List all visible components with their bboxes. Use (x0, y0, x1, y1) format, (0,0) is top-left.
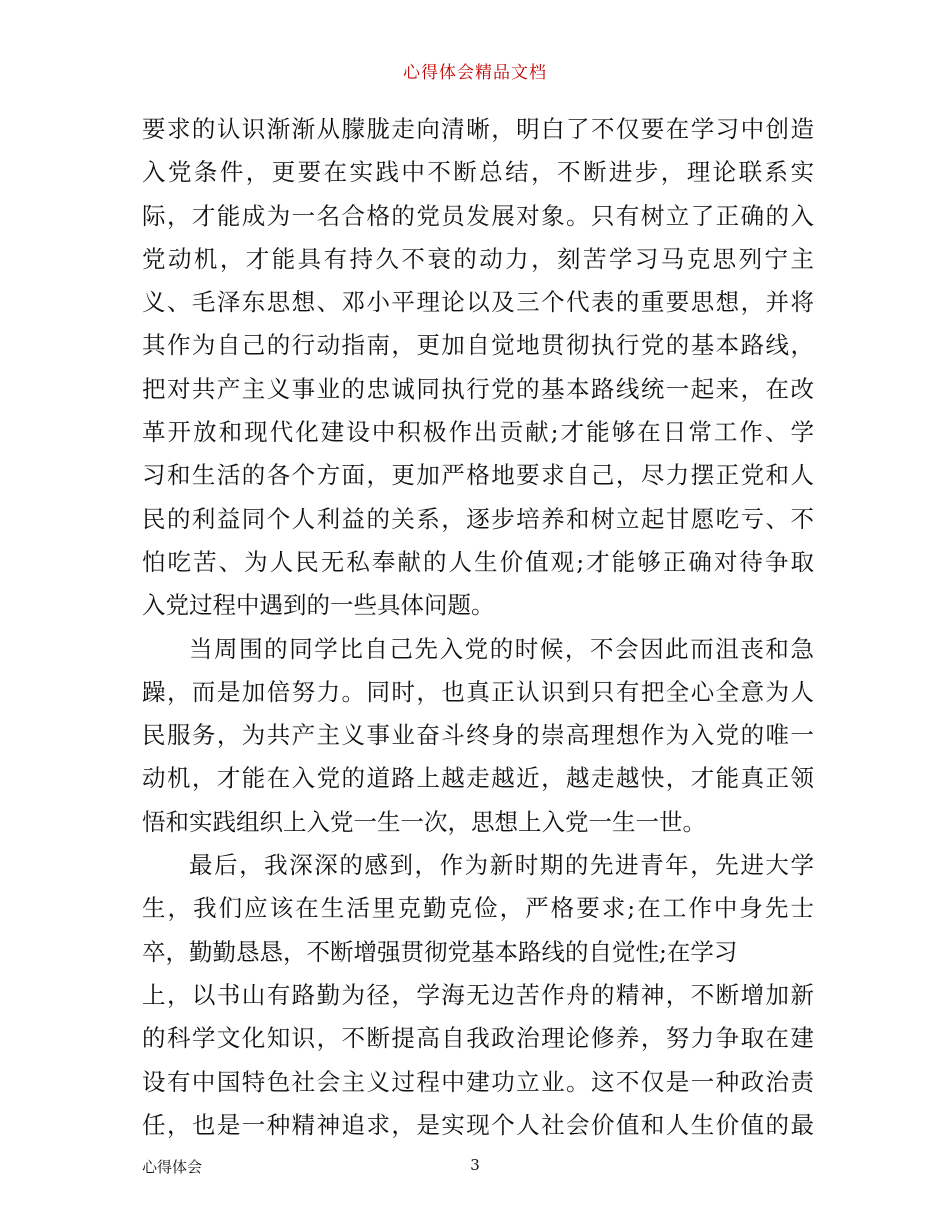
text-line: 把对共产主义事业的忠诚同执行党的基本路线统一起来，在改 (142, 374, 814, 403)
text-line: 革开放和现代化建设中积极作出贡献;才能够在日常工作、学 (142, 418, 814, 447)
text-line: 的科学文化知识，不断提高自我政治理论修养，努力争取在建 (142, 1024, 814, 1053)
text-line: 民服务，为共产主义事业奋斗终身的崇高理想作为入党的唯一 (142, 721, 814, 750)
text-line: 入党过程中遇到的一些具体问题。 (142, 591, 495, 620)
footer-label: 心得体会 (142, 1158, 203, 1176)
text-line: 义、毛泽东思想、邓小平理论以及三个代表的重要思想，并将 (142, 288, 814, 317)
document-header-title: 心得体会精品文档 (403, 63, 547, 83)
text-line: 卒，勤勤恳恳，不断增强贯彻党基本路线的自觉性;在学习 (142, 937, 738, 966)
text-line: 习和生活的各个方面，更加严格地要求自己，尽力摆正党和人 (142, 461, 814, 490)
text-line: 党动机，才能具有持久不衰的动力，刻苦学习马克思列宁主 (142, 244, 814, 273)
text-line: 要求的认识渐渐从朦胧走向清晰，明白了不仅要在学习中创造 (142, 115, 814, 143)
text-line: 生，我们应该在生活里克勤克俭，严格要求;在工作中身先士 (142, 894, 814, 923)
text-line: 怕吃苦、为人民无私奉献的人生价值观;才能够正确对待争取 (142, 547, 814, 576)
paragraph-start-line: 最后，我深深的感到，作为新时期的先进青年，先进大学 (189, 851, 814, 880)
text-line: 任，也是一种精神追求，是实现个人社会价值和人生价值的最 (142, 1110, 814, 1139)
text-line: 悟和实践组织上入党一生一次，思想上入党一生一世。 (142, 807, 706, 836)
text-line: 民的利益同个人利益的关系，逐步培养和树立起甘愿吃亏、不 (142, 504, 814, 533)
body-text (142, 108, 814, 1147)
text-line: 动机，才能在入党的道路上越走越近，越走越快，才能真正领 (142, 764, 814, 793)
paragraph-start-line: 当周围的同学比自己先入党的时候，不会因此而沮丧和急 (189, 634, 814, 663)
text-line: 躁，而是加倍努力。同时，也真正认识到只有把全心全意为人 (142, 677, 814, 706)
text-line: 设有中国特色社会主义过程中建功立业。这不仅是一种政治责 (142, 1067, 814, 1096)
text-line: 入党条件，更要在实践中不断总结，不断进步，理论联系实 (142, 158, 814, 187)
page-number: 3 (470, 1156, 480, 1174)
text-line: 上，以书山有路勤为径，学海无边苦作舟的精神，不断增加新 (142, 980, 814, 1009)
text-line: 其作为自己的行动指南，更加自觉地贯彻执行党的基本路线， (142, 331, 814, 360)
text-line: 际，才能成为一名合格的党员发展对象。只有树立了正确的入 (142, 201, 814, 230)
